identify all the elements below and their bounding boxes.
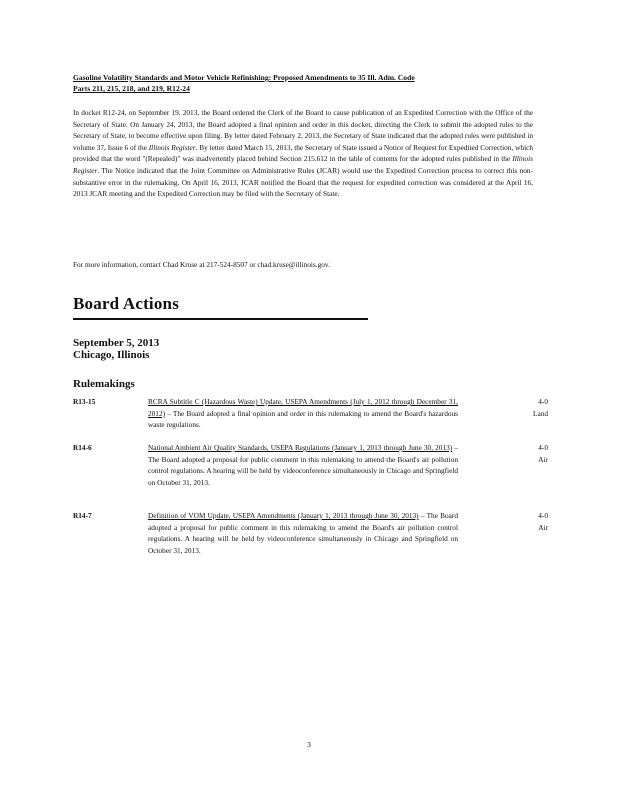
rulemaking-summary: – The Board adopted a proposal for public comment in this rulemaking to amend the Board's air pollution control regulations. A hearing will be held by videoconference simultaneously in Chicago and Springfield on October 31, 2013. (148, 443, 458, 487)
docket-number: R14-7 (73, 511, 92, 520)
page-number: 3 (307, 740, 311, 749)
vote-category: Air (538, 454, 548, 464)
rulemaking-summary: – The Board adopted a proposal for public comment in this rulemaking to amend the Board's air pollution control regulations. A hearing will be held by videoconference simultaneously in Chicago and Springfield on October 31, 2013. (148, 511, 458, 555)
vote-count: 4-0 (538, 443, 548, 452)
subsection-title: Rulemakings (73, 378, 135, 390)
docket-number: R14-6 (73, 443, 92, 452)
register-title-1: Illinois Register (148, 142, 196, 152)
contact-paragraph: For more information, contact Chad Kruse at 217-524-8507 or chad.kruse@illinois.gov. (73, 260, 330, 269)
section-divider (73, 318, 368, 320)
article-heading (73, 72, 533, 94)
meeting-date: September 5, 2013 (73, 337, 160, 349)
meeting-location: Chicago, Illinois (73, 349, 150, 361)
vote-category: Air (538, 522, 548, 532)
vote-tally (488, 510, 548, 533)
rulemaking-summary: – The Board adopted a final opinion and order in this rulemaking to amend the Board's hazardous waste regulations. (148, 408, 458, 430)
vote-count: 4-0 (538, 397, 548, 406)
paragraph-text-3: . The Notice indicated that the Joint Committee on Administrative Rules (JCAR) would use the Expedited Correction process to correct this non-substantive error in the rulemaking. On April 16, 2013, JCAR notified the Board that the request for expedited correction was considered at the April 16, 2013 JCAR meeting and the Expedited Correction may be filed with the Secretary of State. (73, 165, 533, 199)
rulemaking-description (148, 396, 458, 431)
paragraph-text-2: . By letter dated March 15, 2013, the Secretary of State issued a Notice of Request for Expedited Correction, which provided that the word "(Repealed)" was inadvertently placed behind Section 215.612 in the table of contents for the adopted rules published in the (73, 142, 533, 164)
heading-line-2: Parts 211, 215, 218, and 219, R12-24 (73, 84, 190, 93)
paragraph-text-1: In docket R12-24, on September 19, 2013, the Board ordered the Clerk of the Board to cause publication of an Expedited Correction with the Office of the Secretary of State. On January 24, 2013, the Board adopted a final opinion and order in this docket, directing the Clerk to submit the adopted rules to the Secretary of State, to become effective upon filing. By letter dated February 2, 2013, the Secretary of State indicated that the adopted rules were published in volume 37, Issue 6 of the (73, 108, 533, 152)
meeting-info (73, 337, 159, 361)
paragraph-docket-r12-24 (73, 107, 533, 200)
vote-category: Land (533, 408, 548, 418)
docket-number: R13-15 (73, 397, 96, 406)
heading-line-1: Gasoline Volatility Standards and Motor Vehicle Refinishing: Proposed Amendments to 35 Ill. Adm. Code (73, 73, 415, 82)
section-title: Board Actions (73, 294, 180, 313)
rulemaking-title: Definition of VOM Update, USEPA Amendments (January 1, 2013 through June 30, 2013) (148, 511, 419, 520)
vote-tally (488, 442, 548, 465)
rulemaking-description (148, 510, 458, 556)
rulemaking-title: RCRA Subtitle C (Hazardous Waste) Update, USEPA Amendments (July 1, 2012 through December 31, 2012) (148, 397, 458, 418)
rulemaking-title: National Ambient Air Quality Standards, USEPA Regulations (January 1, 2013 through June 30, 2013) (148, 443, 453, 452)
vote-count: 4-0 (538, 511, 548, 520)
vote-tally (488, 396, 548, 419)
register-title-2: Illinois Register (73, 154, 533, 175)
rulemaking-description (148, 442, 458, 488)
